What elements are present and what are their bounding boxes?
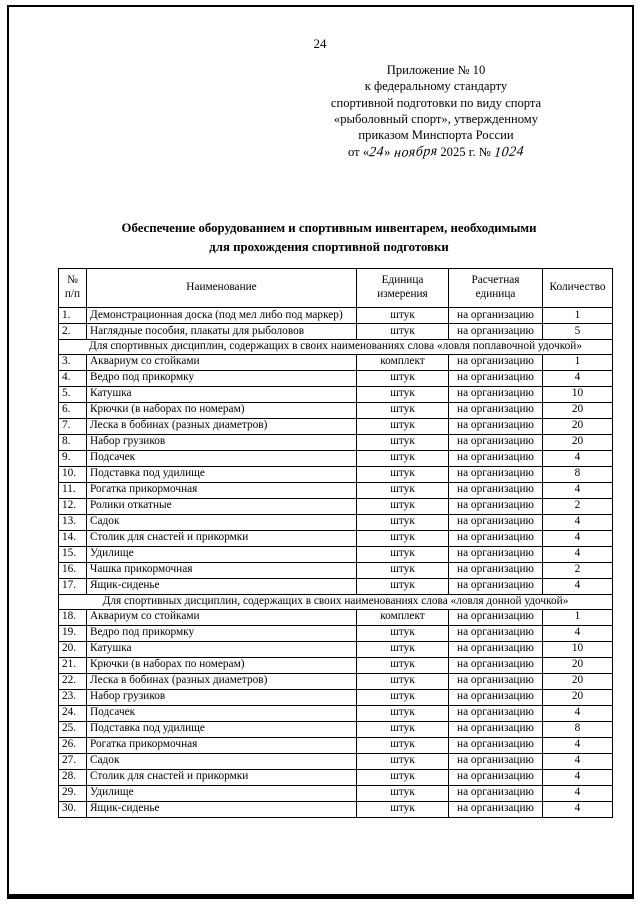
table-row	[59, 498, 613, 514]
cell-name: Ролики откатные	[87, 498, 357, 514]
cell-qty: 4	[543, 530, 613, 546]
cell-num: 3.	[59, 354, 87, 370]
cell-unit: штук	[357, 402, 449, 418]
cell-calc: на организацию	[449, 482, 543, 498]
cell-unit: комплект	[357, 609, 449, 625]
cell-calc: на организацию	[449, 514, 543, 530]
cell-name: Ящик-сиденье	[87, 578, 357, 594]
cell-name: Крючки (в наборах по номерам)	[87, 657, 357, 673]
cell-calc: на организацию	[449, 689, 543, 705]
cell-calc: на организацию	[449, 801, 543, 817]
table-row	[59, 402, 613, 418]
handwritten-day: 24	[368, 144, 385, 161]
cell-name: Подставка под удилище	[87, 721, 357, 737]
cell-unit: штук	[357, 386, 449, 402]
cell-calc: на организацию	[449, 721, 543, 737]
cell-name: Аквариум со стойками	[87, 354, 357, 370]
equipment-table-body	[59, 308, 613, 818]
cell-num: 30.	[59, 801, 87, 817]
cell-unit: штук	[357, 324, 449, 340]
cell-calc: на организацию	[449, 354, 543, 370]
table-row	[59, 418, 613, 434]
appendix-line: приказом Минспорта России	[358, 128, 514, 143]
table-row	[59, 769, 613, 785]
cell-name: Катушка	[87, 386, 357, 402]
cell-calc: на организацию	[449, 673, 543, 689]
cell-name: Крючки (в наборах по номерам)	[87, 402, 357, 418]
cell-unit: штук	[357, 625, 449, 641]
cell-qty: 4	[543, 546, 613, 562]
cell-calc: на организацию	[449, 609, 543, 625]
section-label: Для спортивных дисциплин, содержащих в своих наименованиях слова «ловля донной удочкой»	[59, 594, 613, 609]
cell-qty: 4	[543, 705, 613, 721]
cell-num: 14.	[59, 530, 87, 546]
cell-name: Ящик-сиденье	[87, 801, 357, 817]
cell-calc: на организацию	[449, 498, 543, 514]
cell-name: Подставка под удилище	[87, 466, 357, 482]
cell-name: Садок	[87, 753, 357, 769]
cell-num: 5.	[59, 386, 87, 402]
table-row	[59, 721, 613, 737]
cell-calc: на организацию	[449, 641, 543, 657]
table-row	[59, 450, 613, 466]
cell-num: 21.	[59, 657, 87, 673]
cell-name: Ведро под прикормку	[87, 625, 357, 641]
cell-qty: 4	[543, 801, 613, 817]
cell-qty: 4	[543, 785, 613, 801]
table-row	[59, 482, 613, 498]
cell-qty: 20	[543, 402, 613, 418]
table-row	[59, 737, 613, 753]
appendix-date-line	[268, 144, 604, 162]
cell-qty: 20	[543, 657, 613, 673]
cell-unit: штук	[357, 641, 449, 657]
table-row	[59, 689, 613, 705]
cell-calc: на организацию	[449, 769, 543, 785]
cell-qty: 8	[543, 466, 613, 482]
cell-unit: штук	[357, 737, 449, 753]
cell-calc: на организацию	[449, 578, 543, 594]
cell-qty: 20	[543, 673, 613, 689]
cell-unit: штук	[357, 530, 449, 546]
cell-num: 29.	[59, 785, 87, 801]
cell-calc: на организацию	[449, 562, 543, 578]
cell-name: Удилище	[87, 546, 357, 562]
cell-unit: штук	[357, 673, 449, 689]
cell-name: Ведро под прикормку	[87, 370, 357, 386]
table-row	[59, 466, 613, 482]
cell-num: 12.	[59, 498, 87, 514]
table-row	[59, 801, 613, 817]
cell-qty: 4	[543, 578, 613, 594]
cell-unit: штук	[357, 370, 449, 386]
cell-qty: 1	[543, 308, 613, 324]
cell-qty: 10	[543, 386, 613, 402]
header-name: Наименование	[87, 269, 357, 308]
cell-calc: на организацию	[449, 546, 543, 562]
table-row	[59, 434, 613, 450]
cell-calc: на организацию	[449, 324, 543, 340]
cell-num: 25.	[59, 721, 87, 737]
section-row	[59, 340, 613, 355]
table-header-row	[59, 269, 613, 308]
cell-num: 6.	[59, 402, 87, 418]
cell-qty: 4	[543, 753, 613, 769]
cell-calc: на организацию	[449, 386, 543, 402]
table-row	[59, 578, 613, 594]
handwritten-month: ноября	[393, 143, 438, 161]
cell-name: Чашка прикормочная	[87, 562, 357, 578]
cell-unit: штук	[357, 689, 449, 705]
cell-qty: 4	[543, 450, 613, 466]
cell-name: Леска в бобинах (разных диаметров)	[87, 673, 357, 689]
cell-qty: 1	[543, 609, 613, 625]
cell-num: 24.	[59, 705, 87, 721]
appendix-line: спортивной подготовки по виду спорта	[330, 95, 542, 110]
cell-num: 1.	[59, 308, 87, 324]
cell-unit: штук	[357, 785, 449, 801]
appendix-line: к федеральному стандарту	[364, 79, 508, 94]
cell-num: 4.	[59, 370, 87, 386]
cell-num: 20.	[59, 641, 87, 657]
cell-name: Рогатка прикормочная	[87, 737, 357, 753]
date-mid: »	[384, 144, 394, 159]
date-year: 2025 г. №	[437, 144, 494, 159]
cell-num: 2.	[59, 324, 87, 340]
cell-calc: на организацию	[449, 402, 543, 418]
table-row	[59, 785, 613, 801]
cell-qty: 20	[543, 434, 613, 450]
table-row	[59, 657, 613, 673]
cell-num: 26.	[59, 737, 87, 753]
table-row	[59, 625, 613, 641]
cell-qty: 4	[543, 514, 613, 530]
cell-calc: на организацию	[449, 737, 543, 753]
cell-qty: 20	[543, 418, 613, 434]
appendix-block	[268, 62, 604, 162]
table-row	[59, 370, 613, 386]
section-row	[59, 594, 613, 609]
cell-num: 22.	[59, 673, 87, 689]
appendix-line: «рыболовный спорт», утвержденному	[333, 112, 539, 127]
cell-calc: на организацию	[449, 434, 543, 450]
cell-qty: 2	[543, 562, 613, 578]
cell-calc: на организацию	[449, 450, 543, 466]
table-row	[59, 673, 613, 689]
header-num: № п/п	[59, 269, 87, 308]
title-line: для прохождения спортивной подготовки	[209, 239, 449, 254]
cell-qty: 1	[543, 354, 613, 370]
cell-name: Наглядные пособия, плакаты для рыболовов	[87, 324, 357, 340]
document-title	[60, 219, 598, 256]
cell-calc: на организацию	[449, 705, 543, 721]
table-row	[59, 354, 613, 370]
cell-name: Набор грузиков	[87, 434, 357, 450]
table-row	[59, 562, 613, 578]
cell-name: Удилище	[87, 785, 357, 801]
cell-unit: штук	[357, 705, 449, 721]
cell-unit: штук	[357, 450, 449, 466]
table-row	[59, 705, 613, 721]
cell-name: Рогатка прикормочная	[87, 482, 357, 498]
cell-num: 13.	[59, 514, 87, 530]
cell-num: 23.	[59, 689, 87, 705]
cell-num: 8.	[59, 434, 87, 450]
cell-calc: на организацию	[449, 308, 543, 324]
cell-num: 17.	[59, 578, 87, 594]
cell-unit: штук	[357, 753, 449, 769]
table-row	[59, 514, 613, 530]
cell-num: 11.	[59, 482, 87, 498]
cell-calc: на организацию	[449, 418, 543, 434]
table-row	[59, 546, 613, 562]
cell-qty: 10	[543, 641, 613, 657]
cell-name: Подсачек	[87, 705, 357, 721]
cell-calc: на организацию	[449, 530, 543, 546]
cell-num: 16.	[59, 562, 87, 578]
cell-calc: на организацию	[449, 466, 543, 482]
cell-qty: 5	[543, 324, 613, 340]
cell-name: Демонстрационная доска (под мел либо под маркер)	[87, 308, 357, 324]
cell-unit: штук	[357, 514, 449, 530]
table-row	[59, 753, 613, 769]
handwritten-doc-number: 1024	[493, 143, 525, 161]
page-number: 24	[313, 36, 327, 51]
cell-calc: на организацию	[449, 625, 543, 641]
cell-name: Подсачек	[87, 450, 357, 466]
cell-unit: штук	[357, 562, 449, 578]
cell-calc: на организацию	[449, 785, 543, 801]
section-label: Для спортивных дисциплин, содержащих в своих наименованиях слова «ловля поплавочной удочкой»	[59, 340, 613, 355]
cell-name: Катушка	[87, 641, 357, 657]
cell-name: Садок	[87, 514, 357, 530]
cell-unit: штук	[357, 308, 449, 324]
table-row	[59, 641, 613, 657]
equipment-table	[58, 268, 613, 818]
table-row	[59, 308, 613, 324]
cell-unit: штук	[357, 434, 449, 450]
cell-num: 15.	[59, 546, 87, 562]
cell-unit: штук	[357, 498, 449, 514]
table-row	[59, 609, 613, 625]
cell-qty: 4	[543, 737, 613, 753]
cell-unit: штук	[357, 578, 449, 594]
cell-num: 7.	[59, 418, 87, 434]
appendix-line: Приложение № 10	[386, 63, 486, 77]
cell-num: 18.	[59, 609, 87, 625]
cell-unit: штук	[357, 657, 449, 673]
cell-name: Столик для снастей и прикормки	[87, 769, 357, 785]
cell-qty: 4	[543, 625, 613, 641]
cell-unit: штук	[357, 769, 449, 785]
cell-num: 28.	[59, 769, 87, 785]
cell-qty: 4	[543, 370, 613, 386]
header-calc: Расчетная единица	[449, 269, 543, 308]
cell-qty: 4	[543, 482, 613, 498]
cell-name: Леска в бобинах (разных диаметров)	[87, 418, 357, 434]
table-row	[59, 386, 613, 402]
cell-name: Столик для снастей и прикормки	[87, 530, 357, 546]
cell-qty: 4	[543, 769, 613, 785]
cell-unit: штук	[357, 482, 449, 498]
cell-qty: 2	[543, 498, 613, 514]
cell-unit: штук	[357, 721, 449, 737]
cell-unit: штук	[357, 466, 449, 482]
date-prefix: от «	[348, 144, 370, 159]
header-qty: Количество	[543, 269, 613, 308]
cell-calc: на организацию	[449, 657, 543, 673]
cell-unit: штук	[357, 418, 449, 434]
cell-unit: штук	[357, 801, 449, 817]
cell-calc: на организацию	[449, 753, 543, 769]
cell-qty: 20	[543, 689, 613, 705]
title-line: Обеспечение оборудованием и спортивным инвентарем, необходимыми	[121, 221, 537, 235]
cell-num: 10.	[59, 466, 87, 482]
table-row	[59, 530, 613, 546]
cell-num: 19.	[59, 625, 87, 641]
header-unit: Единица измерения	[357, 269, 449, 308]
cell-calc: на организацию	[449, 370, 543, 386]
cell-unit: комплект	[357, 354, 449, 370]
table-row	[59, 324, 613, 340]
cell-num: 9.	[59, 450, 87, 466]
cell-qty: 8	[543, 721, 613, 737]
cell-name: Набор грузиков	[87, 689, 357, 705]
cell-name: Аквариум со стойками	[87, 609, 357, 625]
cell-unit: штук	[357, 546, 449, 562]
cell-num: 27.	[59, 753, 87, 769]
